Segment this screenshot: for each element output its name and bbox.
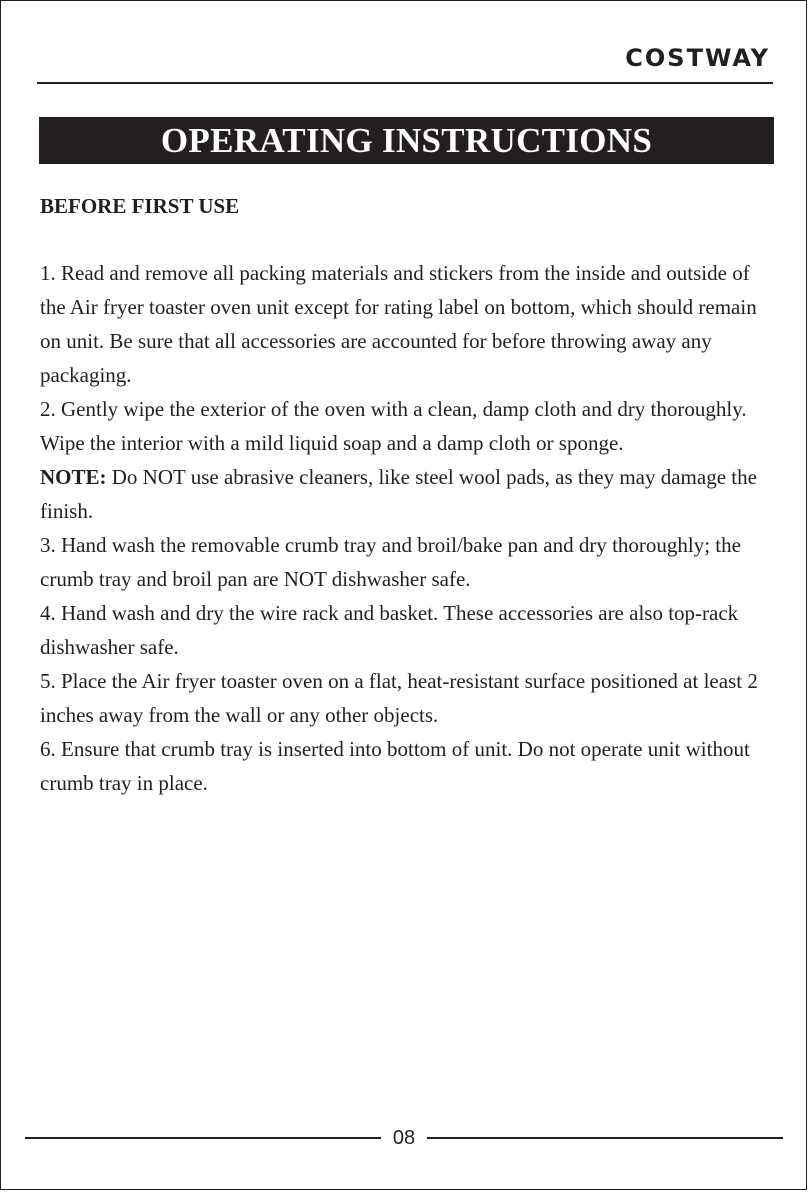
instruction-step-6: 6. Ensure that crumb tray is inserted into bottom of unit. Do not operate unit without crumb tray in place. <box>40 737 750 795</box>
footer-rule-right <box>427 1137 783 1139</box>
header-divider <box>37 82 773 84</box>
instruction-step-4: 4. Hand wash and dry the wire rack and basket. These accessories are also top-rack dishwasher safe. <box>40 601 739 659</box>
note-paragraph <box>40 460 780 528</box>
instruction-step-5: 5. Place the Air fryer toaster oven on a flat, heat-resistant surface positioned at least 2 inches away from the wall or any other objects. <box>40 669 758 727</box>
section-heading: BEFORE FIRST USE <box>40 194 240 218</box>
instruction-step-3: 3. Hand wash the removable crumb tray and broil/bake pan and dry thoroughly; the crumb tray and broil pan are NOT dishwasher safe. <box>40 533 741 591</box>
page-title: OPERATING INSTRUCTIONS <box>160 120 653 160</box>
instruction-step-2: 2. Gently wipe the exterior of the oven with a clean, damp cloth and dry thoroughly. Wipe the interior with a mild liquid soap and a damp cloth or sponge. <box>40 397 747 455</box>
title-banner <box>39 117 774 164</box>
brand-logo: COSTWAY <box>625 44 770 72</box>
page-footer <box>25 1124 783 1152</box>
instructions-body <box>40 256 780 800</box>
footer-rule-left <box>25 1137 381 1139</box>
instruction-step-1: 1. Read and remove all packing materials and stickers from the inside and outside of the Air fryer toaster oven unit except for rating label on bottom, which should remain on unit. Be sure that all accessories are accounted for before throwing away any packaging. <box>40 261 757 387</box>
note-text: Do NOT use abrasive cleaners, like steel wool pads, as they may damage the finish. <box>40 465 757 523</box>
note-label: NOTE: <box>40 465 107 489</box>
page-number: 08 <box>392 1126 416 1149</box>
